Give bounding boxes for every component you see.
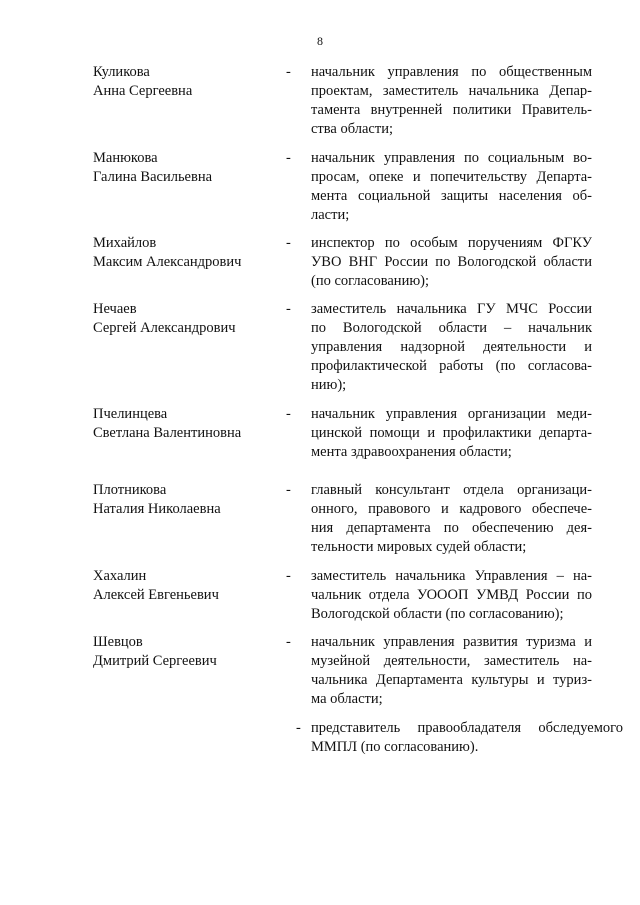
position-line: инспектор по особым поручениям ФГКУ [311, 235, 592, 251]
entry-dash: - [286, 406, 291, 422]
position-line: главный консультант отдела организаци- [311, 482, 592, 498]
member-given-names: Сергей Александрович [93, 320, 236, 336]
position-line: начальник управления по общественным [311, 64, 592, 80]
position-line: ства области; [311, 121, 393, 137]
position-line: тамента внутренней политики Правитель- [311, 102, 592, 118]
entry-dash: - [286, 482, 291, 498]
position-line: онного, правового и кадрового обеспече- [311, 501, 592, 517]
position-line: ма области; [311, 691, 383, 707]
member-given-names: Наталия Николаевна [93, 501, 221, 517]
entry-dash: - [286, 301, 291, 317]
position-line: проектам, заместитель начальника Депар- [311, 83, 592, 99]
position-line: управления надзорной деятельности и [311, 339, 592, 355]
position-line: тельности мировых судей области; [311, 539, 527, 555]
member-position [311, 405, 592, 462]
position-line: музейной деятельности, заместитель на- [311, 653, 592, 669]
member-given-names: Дмитрий Сергеевич [93, 653, 217, 669]
member-position [311, 633, 592, 709]
member-name [93, 63, 283, 101]
position-line: начальник управления организации меди- [311, 406, 592, 422]
member-surname: Хахалин [93, 568, 147, 584]
position-line: ММПЛ (по согласованию). [311, 739, 479, 755]
member-name [93, 567, 283, 605]
member-name [93, 149, 283, 187]
position-line: просам, опеке и попечительству Департа- [311, 169, 592, 185]
member-name [93, 633, 283, 671]
position-line: цинской помощи и профилактики департа- [311, 425, 592, 441]
position-line: мента социальной защиты населения об- [311, 188, 592, 204]
member-surname: Пчелинцева [93, 406, 168, 422]
entry-dash: - [296, 720, 301, 736]
position-line: чальник отдела УОООП УМВД России по [311, 587, 592, 603]
position-line: УВО ВНГ России по Вологодской области [311, 254, 592, 270]
position-line: (по согласованию); [311, 273, 430, 289]
member-position [311, 149, 592, 225]
position-line: представитель правообладателя обследуемого [311, 720, 623, 736]
member-surname: Нечаев [93, 301, 137, 317]
member-given-names: Алексей Евгеньевич [93, 587, 219, 603]
member-position [311, 481, 592, 557]
member-position [311, 719, 623, 757]
entry-dash: - [286, 634, 291, 650]
member-name [93, 481, 283, 519]
member-surname: Михайлов [93, 235, 157, 251]
member-given-names: Максим Александрович [93, 254, 242, 270]
position-line: ния департамента по обеспечению дея- [311, 520, 592, 536]
position-line: профилактической работы (по согласова- [311, 358, 592, 374]
position-line: по Вологодской области – начальник [311, 320, 592, 336]
position-line: Вологодской области (по согласованию); [311, 606, 564, 622]
position-line: заместитель начальника Управления – на- [311, 568, 592, 584]
member-position [311, 567, 592, 624]
position-line: начальник управления по социальным во- [311, 150, 592, 166]
entry-dash: - [286, 568, 291, 584]
entry-dash: - [286, 235, 291, 251]
page-number: 8 [317, 34, 323, 48]
member-name [93, 300, 283, 338]
member-position [311, 300, 592, 395]
position-line: ласти; [311, 207, 350, 223]
entry-dash: - [286, 64, 291, 80]
position-line: начальник управления развития туризма и [311, 634, 592, 650]
member-surname: Шевцов [93, 634, 143, 650]
member-position [311, 63, 592, 139]
entry-dash: - [286, 150, 291, 166]
member-given-names: Галина Васильевна [93, 169, 213, 185]
position-line: мента здравоохранения области; [311, 444, 512, 460]
member-name [93, 234, 283, 272]
position-line: нию); [311, 377, 347, 393]
member-surname: Плотникова [93, 482, 167, 498]
member-given-names: Анна Сергеевна [93, 83, 193, 99]
member-surname: Куликова [93, 64, 150, 80]
member-name [93, 405, 283, 443]
position-line: заместитель начальника ГУ МЧС России [311, 301, 592, 317]
member-position [311, 234, 592, 291]
member-given-names: Светлана Валентиновна [93, 425, 242, 441]
member-surname: Манюкова [93, 150, 158, 166]
position-line: чальника Департамента культуры и туриз- [311, 672, 592, 688]
